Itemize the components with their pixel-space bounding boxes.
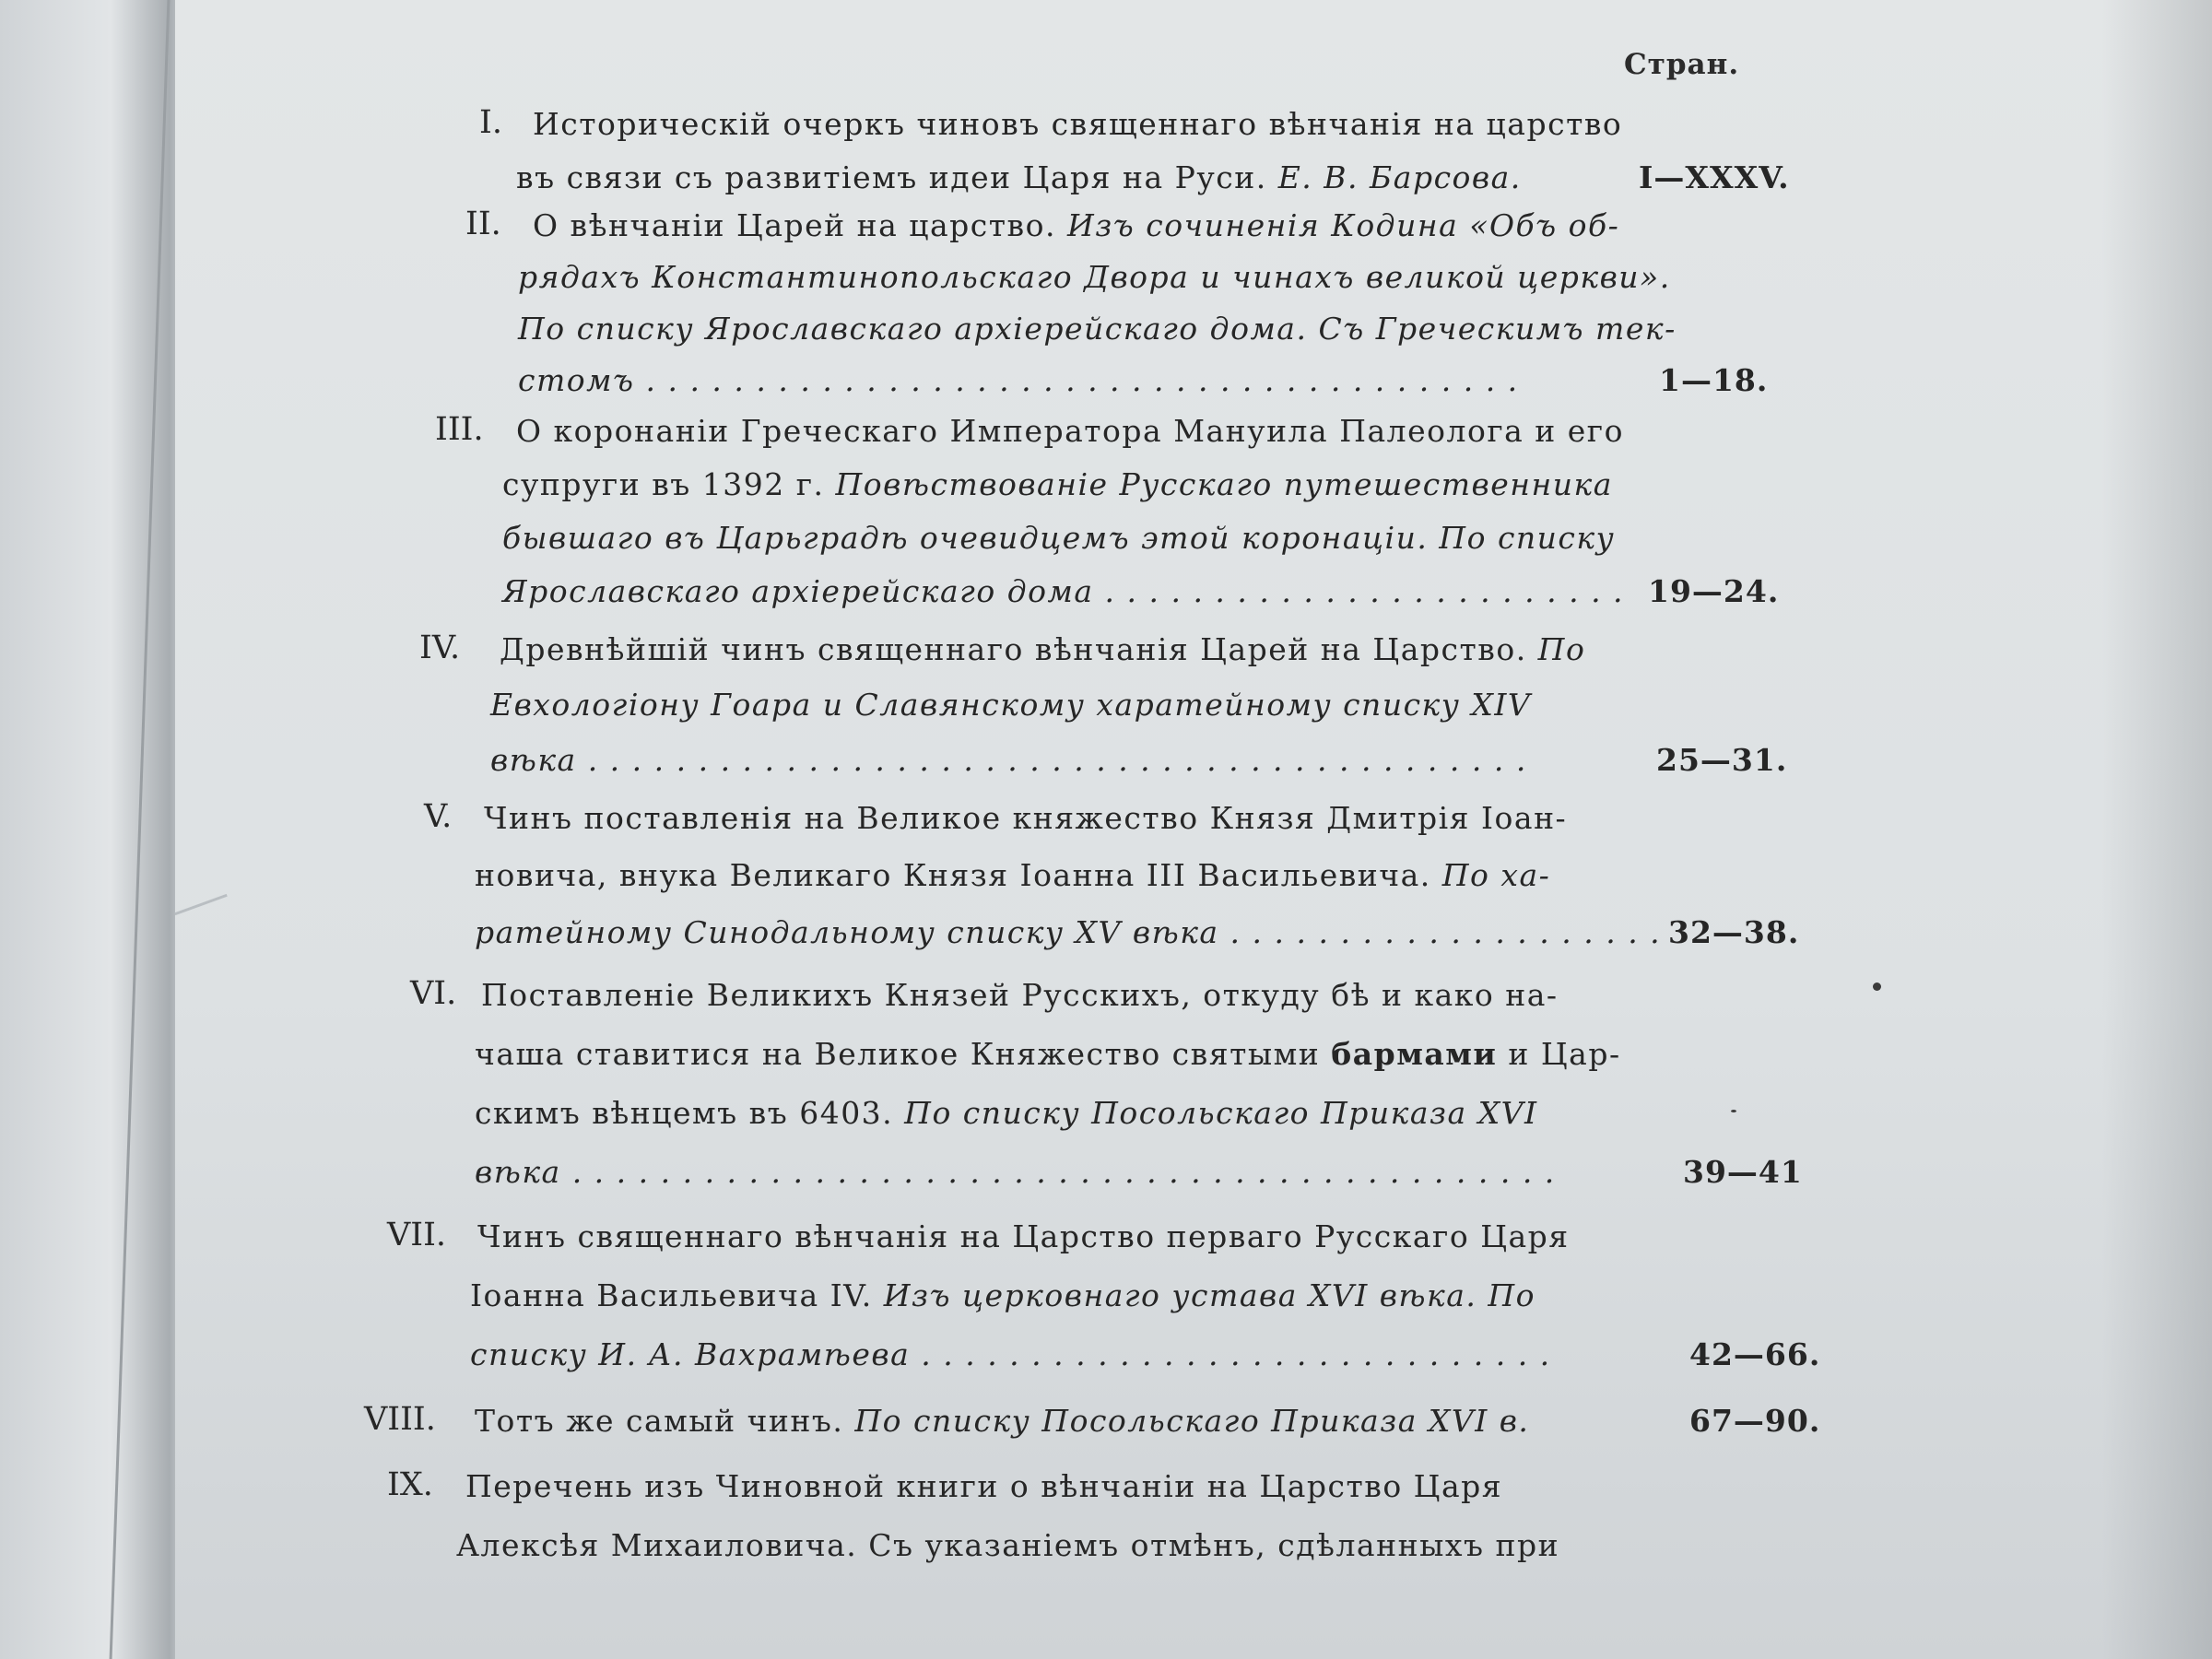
italic-text: списку И. А. Вахрамѣева . . . . . . . . . . . . . . . . . . . . . . . . . . . . .: [470, 1336, 1551, 1372]
entry-text: скимъ вѣнцемъ въ 6403.: [475, 1095, 905, 1131]
entry-line: [516, 413, 1624, 449]
ink-speck: [1731, 1110, 1736, 1112]
page-shadow: [2101, 0, 2212, 1659]
italic-text: ратейному Синодальному списку XV вѣка . . . . . . . . . . . . . . . . . . . .: [475, 914, 1662, 950]
italic-text: рядахъ Константинопольскаго Двора и чинахъ великой церкви».: [518, 259, 1671, 295]
entry-line: [475, 857, 1550, 893]
italic-text: Изъ церковнаго устава XVI вѣка. По: [883, 1277, 1536, 1313]
entry-text: Историческій очеркъ чиновъ священнаго вѣнчанія на царство: [533, 106, 1623, 142]
entry-line: [490, 687, 1531, 723]
entry-number: VI.: [410, 975, 457, 1012]
italic-text: Изъ сочиненія Кодина «Объ об-: [1066, 207, 1620, 243]
page-range: I—XXXV.: [1639, 159, 1790, 195]
entry-line: [533, 207, 1619, 243]
entry-line: [475, 914, 1661, 950]
entry-text: Чинъ поставленія на Великое княжество Князя Дмитрія Іоан-: [484, 800, 1568, 836]
entry-line: [475, 1154, 1556, 1190]
entry-number: IX.: [387, 1466, 433, 1503]
entry-line: [502, 466, 1613, 502]
entry-text: Тотъ же самый чинъ.: [475, 1403, 855, 1439]
entry-number: V.: [424, 798, 453, 835]
entry-text: О коронаніи Греческаго Императора Мануила Палеолога и его: [516, 413, 1624, 449]
entry-number: III.: [435, 411, 484, 448]
italic-text: По списку Посольскаго Приказа XVI в.: [854, 1403, 1530, 1439]
entry-line: [516, 159, 1522, 195]
pages-column-header: Стран.: [1624, 48, 1740, 81]
italic-text: Е. В. Барсова.: [1277, 159, 1522, 195]
entry-line: [470, 1336, 1551, 1372]
page-range: 39—41: [1683, 1154, 1803, 1190]
entry-line: [518, 311, 1677, 347]
bold-text: бармами: [1331, 1036, 1498, 1072]
entry-line: [475, 1095, 1538, 1131]
entry-number: IV.: [419, 629, 461, 666]
page-range: 25—31.: [1656, 742, 1788, 778]
entry-text: Чинъ священнаго вѣнчанія на Царство перваго Русскаго Царя: [477, 1218, 1570, 1254]
italic-text: Повѣствованіе Русскаго путешественника: [835, 466, 1613, 502]
italic-text: вѣка . . . . . . . . . . . . . . . . . . . . . . . . . . . . . . . . . . . . . . . . . . .: [490, 742, 1527, 778]
entry-text: Поставленіе Великихъ Князей Русскихъ, откуду бѣ и како на-: [481, 977, 1559, 1013]
page-range: 19—24.: [1648, 573, 1780, 609]
entry-line: [500, 631, 1585, 667]
entry-line: [481, 977, 1559, 1013]
entry-line: [475, 1403, 1529, 1439]
entry-line: [465, 1468, 1502, 1504]
entry-number: VII.: [387, 1217, 447, 1253]
entry-line: [502, 573, 1624, 609]
entry-line: [490, 742, 1527, 778]
entry-text: Іоанна Васильевича IV.: [470, 1277, 884, 1313]
entry-text: въ связи съ развитіемъ идеи Царя на Руси.: [516, 159, 1278, 195]
italic-text: По: [1537, 631, 1586, 667]
entry-text: Древнѣйшій чинъ священнаго вѣнчанія Царей на Царство.: [500, 631, 1538, 667]
entry-text: Алексѣя Михаиловича. Съ указаніемъ отмѣнъ, сдѣланныхъ при: [456, 1527, 1560, 1563]
italic-text: По ха-: [1441, 857, 1551, 893]
entry-line: [518, 362, 1519, 398]
italic-text: Ярославскаго архіерейскаго дома . . . . . . . . . . . . . . . . . . . . . . . .: [502, 573, 1625, 609]
entry-text: новича, внука Великаго Князя Іоанна III Васильевича.: [475, 857, 1442, 893]
entry-number: II.: [465, 206, 501, 242]
italic-text: По списку Посольскаго Приказа XVI: [904, 1095, 1538, 1131]
page-range: 1—18.: [1659, 362, 1769, 398]
entry-line: [502, 520, 1615, 556]
italic-text: стомъ . . . . . . . . . . . . . . . . . . . . . . . . . . . . . . . . . . . . . . . .: [518, 362, 1519, 398]
entry-line: [518, 259, 1671, 295]
entry-number: VIII.: [364, 1401, 436, 1438]
ink-speck: [1873, 982, 1881, 991]
italic-text: бывшаго въ Царьградѣ очевидцемъ этой коронаціи. По списку: [502, 520, 1616, 556]
entry-line: [470, 1277, 1535, 1313]
entry-text: и Цар-: [1497, 1036, 1621, 1072]
italic-text: вѣка . . . . . . . . . . . . . . . . . . . . . . . . . . . . . . . . . . . . . . . . . . . . .: [475, 1154, 1556, 1190]
entry-line: [475, 1036, 1621, 1072]
entry-text: Перечень изъ Чиновной книги о вѣнчаніи на Царство Царя: [465, 1468, 1503, 1504]
page-range: 67—90.: [1689, 1403, 1821, 1439]
italic-text: По списку Ярославскаго архіерейскаго дома. Съ Греческимъ тек-: [518, 311, 1677, 347]
entry-line: [456, 1527, 1559, 1563]
entry-line: [533, 106, 1622, 142]
entry-text: супруги въ 1392 г.: [502, 466, 836, 502]
entry-text: чаша ставитися на Великое Княжество святыми: [475, 1036, 1332, 1072]
entry-text: О вѣнчаніи Царей на царство.: [533, 207, 1067, 243]
entry-line: [484, 800, 1567, 836]
italic-text: Евхологіону Гоара и Славянскому харатейному списку XIV: [490, 687, 1532, 723]
page-range: 42—66.: [1689, 1336, 1821, 1372]
entry-line: [477, 1218, 1570, 1254]
book-gutter: [0, 0, 184, 1659]
entry-number: I.: [479, 104, 502, 141]
page-range: 32—38.: [1668, 914, 1800, 950]
